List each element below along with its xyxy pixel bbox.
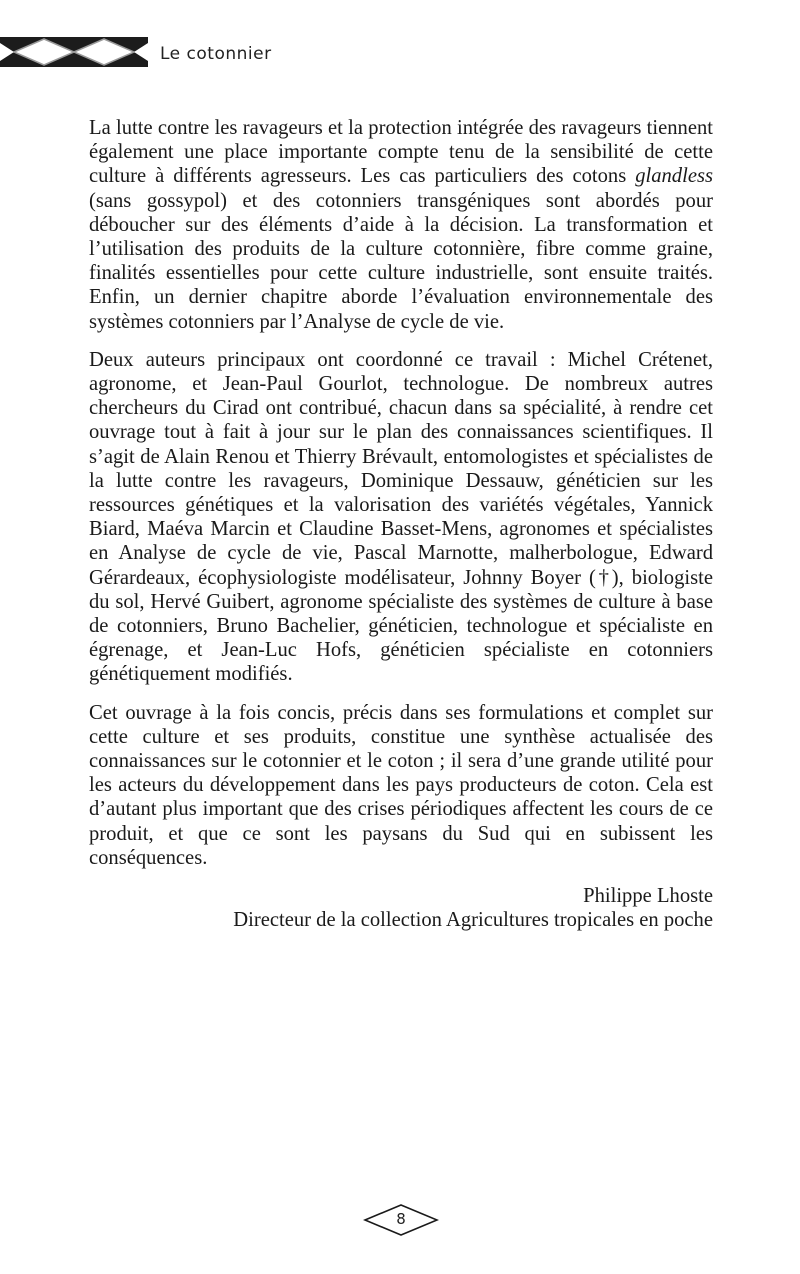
paragraph-3: Cet ouvrage à la fois concis, précis dans ses formulations et complet sur cette culture et ses produits, constitue une synthèse actualisée des connaissances sur le cotonnier et le coton ; il sera d’une grande utilité pour les acteurs du développement dans les pays producteurs de coton. Cela est d’autant plus important que des crises périodiques affectent les cours de ce produit, et que ce sont les paysans du Sud qui en subissent les conséquences. xyxy=(89,701,713,869)
diamond-band-ornament xyxy=(0,37,148,67)
running-title: Le cotonnier xyxy=(160,44,272,64)
page-number-badge xyxy=(363,1203,439,1237)
running-header xyxy=(0,30,800,78)
paragraph-1 xyxy=(89,116,713,334)
page-number: 8 xyxy=(396,1210,406,1228)
paragraph-2: Deux auteurs principaux ont coordonné ce travail : Michel Crétenet, agronome, et Jean-Paul Gourlot, technologue. De nombreux autres chercheurs du Cirad ont contribué, chacun dans sa spécialité, à rendre cet ouvrage tout à fait à jour sur le plan des connaissances scientifiques. Il s’agit de Alain Renou et Thierry Brévault, entomologistes et spécialistes de la lutte contre les ravageurs, Dominique Dessauw, généticien sur les ressources génétiques et la valorisation des variétés végétales, Yannick Biard, Maéva Marcin et Claudine Basset-Mens, agronomes et spécialistes en Analyse de cycle de vie, Pascal Marnotte, malherbologue, Edward Gérardeaux, écophysiologiste modélisateur, Johnny Boyer (†), biologiste du sol, Hervé Guibert, agronome spécialiste des systèmes de culture à base de cotonniers, Bruno Bachelier, généticien, technologue et spécialiste en égrenage, et Jean-Luc Hofs, généticien spécialiste en cotonniers génétiquement modifiés. xyxy=(89,348,713,686)
signature-title: Directeur de la collection Agricultures tropicales en poche xyxy=(233,909,713,932)
italic-term: glandless xyxy=(635,165,713,188)
page-body xyxy=(89,116,713,933)
paragraph-1-part-b: (sans gossypol) et des cotonniers transgéniques sont abordés pour déboucher sur des éléments d’aide à la décision. La transformation et l’utilisation des produits de la culture cotonnière, fibre comme graine, finalités essentielles pour cette culture industrielle, sont ensuite traités. Enfin, un dernier chapitre aborde l’évaluation environnementale des systèmes cotonniers par l’Analyse de cycle de vie. xyxy=(89,189,713,333)
paragraph-1-part-a: La lutte contre les ravageurs et la protection intégrée des ravageurs tiennent également une place importante compte tenu de la sensibilité de cette culture à différents agresseurs. Les cas particuliers des cotons xyxy=(89,117,713,188)
signature-name: Philippe Lhoste xyxy=(583,885,713,908)
signature-block xyxy=(89,884,713,932)
